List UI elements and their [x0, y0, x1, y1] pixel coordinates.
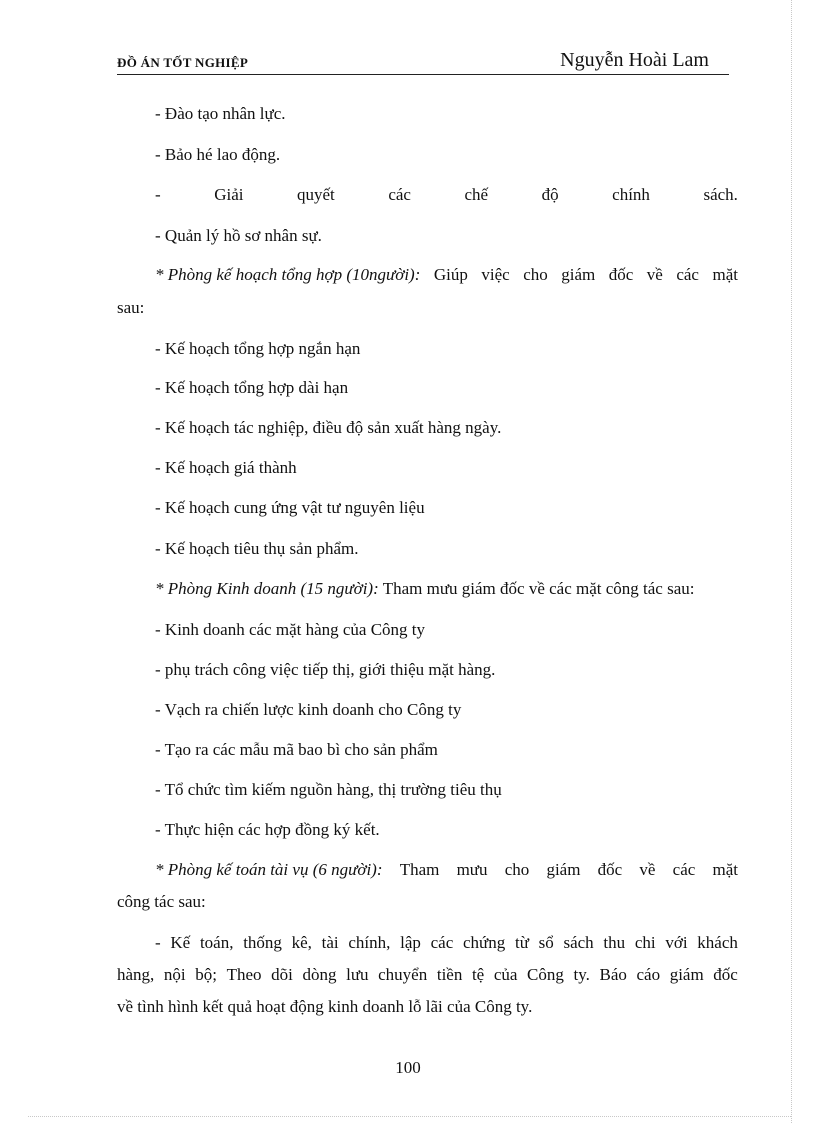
plan-item-cost: - Kế hoạch giá thành [155, 458, 297, 477]
word: Giải [214, 185, 244, 204]
biz-item-contracts: - Thực hiện các hợp đồng ký kết. [155, 820, 380, 839]
document-type-label: ĐỒ ÁN TỐT NGHIỆP [117, 55, 249, 70]
word: đốc [713, 965, 738, 984]
word: các [672, 860, 696, 879]
word: mặt [712, 860, 738, 879]
word: nội [163, 965, 186, 984]
word: sổ [538, 933, 554, 952]
word: quyết [297, 185, 335, 204]
planning-dept-desc-cont: sau: [117, 298, 145, 317]
word: tiền [436, 965, 463, 984]
biz-item-strategy: - Vạch ra chiến lược kinh doanh cho Công ty [155, 700, 462, 719]
word: mặt [712, 265, 738, 284]
word: đốc [597, 860, 623, 879]
word: các [388, 185, 411, 204]
plan-item-operations: - Kế hoạch tác nghiệp, điều độ sản xuất hàng ngày. [155, 418, 502, 437]
plan-item-long-term: - Kế hoạch tổng hợp dài hạn [155, 378, 349, 397]
business-dept-title: * Phòng Kinh doanh (15 người): [155, 579, 379, 598]
word: giám [546, 860, 581, 879]
word: cho [523, 265, 548, 284]
word: mưu [456, 860, 488, 879]
word: giám [669, 965, 704, 984]
word: thu [603, 933, 626, 952]
word: sách. [703, 185, 738, 204]
plan-item-supply: - Kế hoạch cung ứng vật tư nguyên liệu [155, 498, 425, 517]
word: độ [541, 185, 559, 204]
word: các [676, 265, 699, 284]
word: đốc [608, 265, 634, 284]
word: cho [504, 860, 530, 879]
page-border-bottom [28, 1116, 791, 1117]
accounting-para-line-3: về tình hình kết quả hoạt động kinh doanh lỗ lãi của Công ty. [117, 997, 533, 1016]
planning-dept-heading [155, 265, 738, 285]
hr-item-labor-protection: - Bảo hé lao động. [155, 145, 281, 164]
word: khách [697, 933, 738, 952]
hr-item-records: - Quản lý hồ sơ nhân sự. [155, 226, 322, 245]
accounting-para-line-1 [155, 933, 738, 953]
word: kê, [291, 933, 312, 952]
word: việc [481, 265, 510, 284]
plan-item-sales: - Kế hoạch tiêu thụ sản phẩm. [155, 539, 359, 558]
word: sách [563, 933, 594, 952]
word: bộ; [195, 965, 217, 984]
biz-item-packaging: - Tạo ra các mẫu mã bao bì cho sản phẩm [155, 740, 438, 759]
word: hàng, [117, 965, 155, 984]
word: Theo [226, 965, 262, 984]
biz-item-sourcing: - Tổ chức tìm kiếm nguồn hàng, thị trường tiêu thụ [155, 780, 502, 799]
accounting-dept-title: * Phòng kế toán tài vụ (6 người): [155, 860, 383, 879]
word: với [665, 933, 688, 952]
page-header [117, 46, 729, 75]
page-number: 100 [395, 1058, 421, 1077]
word: toán, [199, 933, 234, 952]
biz-item-trading: - Kinh doanh các mặt hàng của Công ty [155, 620, 426, 639]
word: dõi [271, 965, 293, 984]
biz-item-marketing: - phụ trách công việc tiếp thị, giới thiệu mặt hàng. [155, 660, 496, 679]
hr-item-training: - Đào tạo nhân lực. [155, 104, 286, 123]
word: ty. [573, 965, 590, 984]
word: Kế [170, 933, 191, 952]
word: thống [243, 933, 282, 952]
accounting-dept-desc-cont: công tác sau: [117, 892, 206, 911]
word: chế [464, 185, 489, 204]
word: Báo [599, 965, 627, 984]
business-dept-desc: Tham mưu giám đốc về các mặt công tác sau: [378, 579, 695, 598]
word: lưu [346, 965, 369, 984]
word: chuyển [378, 965, 428, 984]
word: Công [527, 965, 564, 984]
word: từ [514, 933, 529, 952]
word: - [155, 933, 161, 952]
word: Giúp [433, 265, 468, 284]
business-dept-heading [155, 579, 738, 599]
accounting-para-line-2 [117, 965, 738, 985]
page-border-right [791, 0, 792, 1123]
word: về [646, 265, 663, 284]
author-name: Nguyễn Hoài Lam [560, 49, 709, 71]
planning-dept-title: * Phòng kế hoạch tổng hợp (10người): [155, 265, 421, 284]
word: giám [561, 265, 596, 284]
accounting-dept-heading [155, 860, 738, 880]
hr-item-policy [155, 185, 738, 205]
word: chính [612, 185, 650, 204]
word: Tham [399, 860, 440, 879]
word: dòng [302, 965, 337, 984]
word: lập [400, 933, 421, 952]
word: tệ [471, 965, 485, 984]
word: chứng [462, 933, 506, 952]
word: chi [634, 933, 656, 952]
plan-item-short-term: - Kế hoạch tổng hợp ngắn hạn [155, 339, 361, 358]
word: chính, [348, 933, 391, 952]
word: về [639, 860, 656, 879]
word: của [493, 965, 518, 984]
word: các [430, 933, 454, 952]
word: cáo [636, 965, 661, 984]
word: - [155, 185, 161, 204]
word: tài [321, 933, 339, 952]
